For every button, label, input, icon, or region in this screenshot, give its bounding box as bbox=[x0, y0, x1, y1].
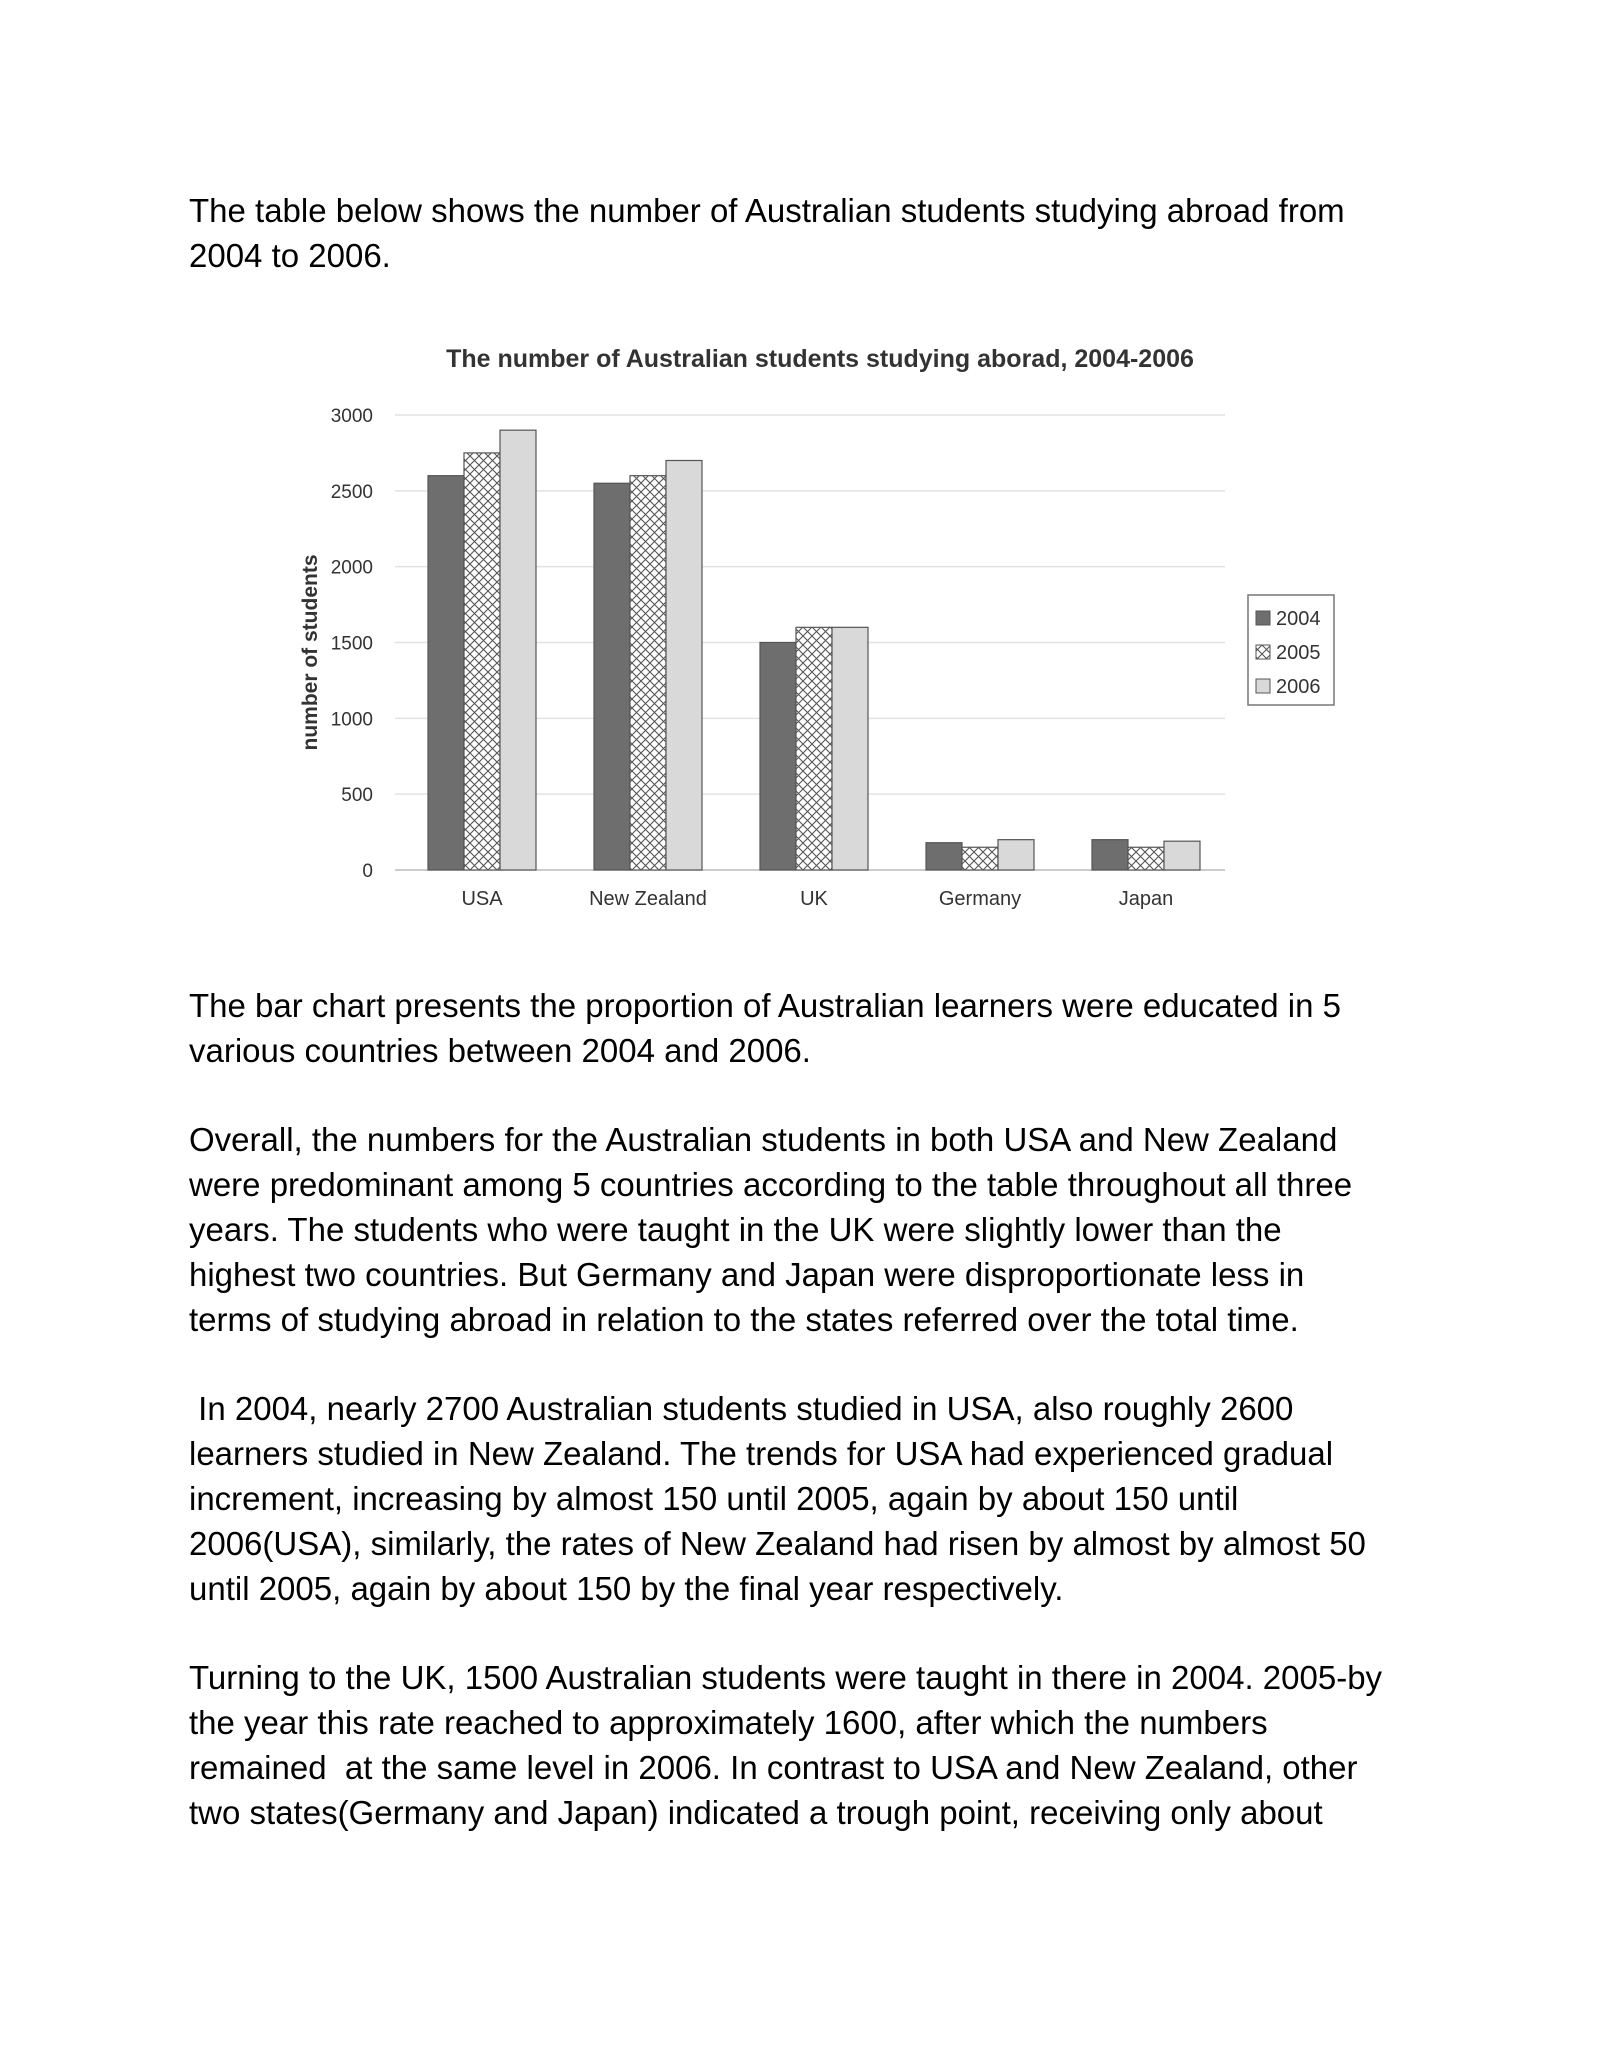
paragraph-4: Turning to the UK, 1500 Australian students were taught in there in 2004. 2005-by the year this rate reached to approximately 1600, after which the numbers remained at the same level in 2006. In contrast to USA and New Zealand, other two states(Germany and Japan) indicated a trough point, receiving only about bbox=[189, 1659, 1383, 1831]
bar-2005 bbox=[464, 453, 500, 870]
bar-2005 bbox=[796, 627, 832, 870]
legend-swatch bbox=[1256, 645, 1270, 659]
bar-2006 bbox=[666, 461, 702, 871]
bar-2006 bbox=[998, 840, 1034, 870]
chart-title: The number of Australian students studying aborad, 2004-2006 bbox=[446, 345, 1194, 373]
intro-paragraph: The table below shows the number of Australian students studying abroad from 2004 to 2006. bbox=[189, 192, 1345, 274]
y-tick-label: 3000 bbox=[330, 406, 373, 427]
y-tick-label: 0 bbox=[362, 861, 373, 882]
x-tick-label: USA bbox=[461, 888, 503, 910]
y-axis-label: number of students bbox=[299, 554, 322, 751]
bar-2004 bbox=[594, 483, 630, 870]
bar-2005 bbox=[630, 476, 666, 870]
legend-swatch bbox=[1256, 679, 1270, 693]
x-tick-label: Japan bbox=[1118, 888, 1174, 910]
bar-2006 bbox=[1164, 841, 1200, 870]
paragraph-3: In 2004, nearly 2700 Australian students studied in USA, also roughly 2600 learners studied in New Zealand. The trends for USA had experienced gradual increment, increasing by almost 150 until 2005, again by about 150 until 2006(USA), similarly, the rates of New Zealand had risen by almost by almost 50 until 2005, again by about 150 by the final year respectively. bbox=[189, 1390, 1366, 1607]
bar-2006 bbox=[500, 430, 536, 870]
bar-2004 bbox=[760, 643, 796, 871]
paragraph-2: Overall, the numbers for the Australian students in both USA and New Zealand were predominant among 5 countries according to the table throughout all three years. The students who were taught in the UK were slightly lower than the highest two countries. But Germany and Japan were disproportionate less in terms of studying abroad in relation to the states referred over the total time. bbox=[189, 1121, 1353, 1338]
x-tick-label: Germany bbox=[938, 888, 1022, 910]
chart-svg bbox=[290, 330, 1350, 930]
bar-2005 bbox=[1128, 847, 1164, 870]
legend-label: 2005 bbox=[1276, 642, 1321, 664]
bar-2004 bbox=[1092, 840, 1128, 870]
legend-swatch bbox=[1256, 611, 1270, 625]
bar-2004 bbox=[428, 476, 464, 870]
y-tick-label: 2000 bbox=[330, 557, 373, 579]
bar-2006 bbox=[832, 627, 868, 870]
paragraph-1: The bar chart presents the proportion of Australian learners were educated in 5 various countries between 2004 and 2006. bbox=[189, 987, 1342, 1069]
x-tick-label: UK bbox=[800, 888, 828, 910]
x-tick-label: New Zealand bbox=[589, 888, 707, 910]
y-tick-label: 500 bbox=[341, 785, 373, 807]
legend-label: 2006 bbox=[1276, 676, 1321, 698]
legend-label: 2004 bbox=[1276, 608, 1321, 630]
bar-2004 bbox=[926, 843, 962, 870]
bar-2005 bbox=[962, 847, 998, 870]
y-tick-label: 2500 bbox=[330, 481, 373, 503]
y-tick-label: 1000 bbox=[330, 709, 373, 731]
y-tick-label: 1500 bbox=[330, 633, 373, 655]
bar-chart bbox=[290, 330, 1350, 930]
